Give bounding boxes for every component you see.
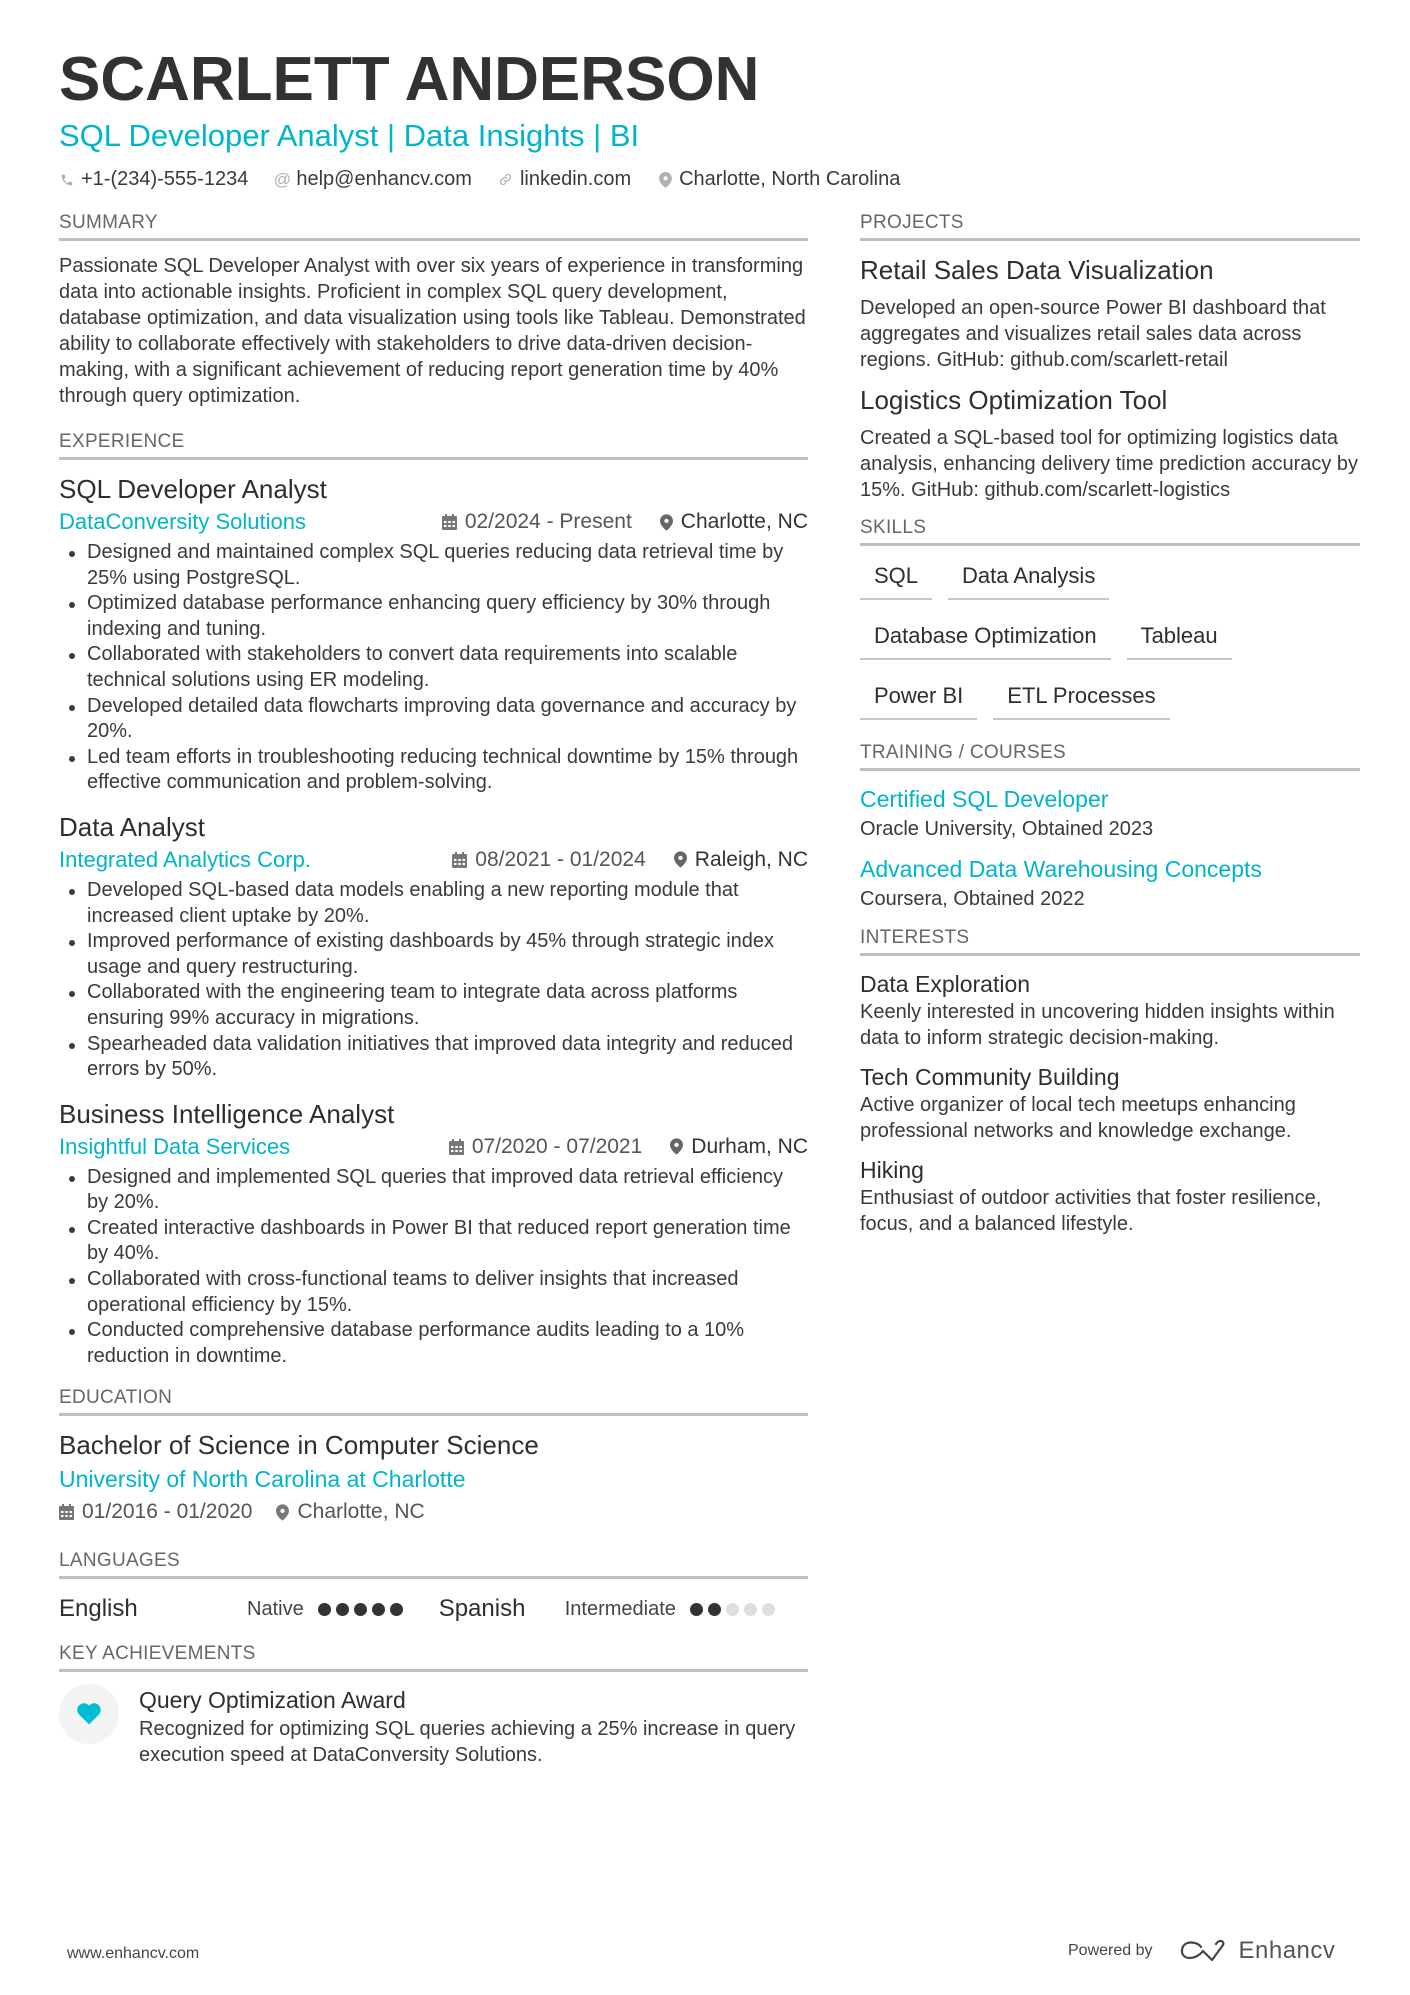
section-title-skills: SKILLS: [860, 517, 1360, 546]
interest-desc: Enthusiast of outdoor activities that foster resilience, focus, and a balanced lifestyle.: [860, 1187, 1322, 1235]
section-title-projects: PROJECTS: [860, 212, 1360, 241]
dot-filled: [336, 1603, 349, 1616]
at-icon: @: [273, 169, 291, 189]
job-dates-text: 07/2020 - 07/2021: [471, 1134, 643, 1158]
training-section: [860, 742, 1360, 913]
job-bullets: [59, 540, 808, 796]
right-column: [860, 212, 1360, 1260]
language-name: English: [59, 1595, 138, 1623]
skill-tag: SQL: [860, 558, 932, 600]
contact-linkedin-text: linkedin.com: [519, 168, 632, 190]
job-dates: [452, 844, 645, 876]
summary-section: [59, 212, 808, 409]
location-icon: [660, 514, 673, 531]
section-title-experience: EXPERIENCE: [59, 431, 808, 460]
job-meta: [59, 844, 808, 876]
language-proficiency-dots: [318, 1603, 403, 1616]
candidate-headline: SQL Developer Analyst | Data Insights | BI: [59, 118, 640, 153]
interest-title: Hiking: [860, 1157, 924, 1184]
project-item: [860, 383, 1360, 503]
calendar-icon: [59, 1504, 74, 1520]
job-bullet: Collaborated with cross-functional teams to deliver insights that increased operational efficiency by 15%.: [59, 1267, 808, 1318]
course-provider: Oracle University, Obtained 2023: [860, 818, 1154, 840]
contact-linkedin[interactable]: [498, 168, 631, 191]
location-icon: [276, 1504, 289, 1521]
dot-filled: [354, 1603, 367, 1616]
language-name: Spanish: [438, 1595, 526, 1623]
section-title-interests: INTERESTS: [860, 927, 1360, 956]
job-entry: [59, 810, 808, 1083]
link-icon: [498, 172, 514, 188]
dot-filled: [318, 1603, 331, 1616]
calendar-icon: [449, 1139, 464, 1155]
job-role: SQL Developer Analyst: [59, 474, 327, 504]
job-bullet: Developed detailed data flowcharts improving data governance and accuracy by 20%.: [59, 694, 808, 745]
languages-section: [59, 1550, 808, 1627]
job-location: [660, 506, 808, 538]
achievement-desc: Recognized for optimizing SQL queries achieving a 25% increase in query execution speed at DataConversity Solutions.: [139, 1718, 796, 1767]
education-meta: [59, 1496, 808, 1528]
education-location-text: Charlotte, NC: [297, 1500, 425, 1524]
interests-section: [860, 927, 1360, 1238]
job-bullet: Designed and implemented SQL queries that improved data retrieval efficiency by 20%.: [59, 1165, 808, 1216]
location-icon: [670, 1138, 683, 1155]
resume-header: [59, 46, 1359, 191]
section-title-training: TRAINING / COURSES: [860, 742, 1360, 771]
contact-location: [657, 168, 900, 191]
job-location-text: Raleigh, NC: [694, 847, 808, 871]
skill-tag: Data Analysis: [948, 558, 1109, 600]
course-title: Certified SQL Developer: [860, 786, 1109, 812]
course-provider: Coursera, Obtained 2022: [860, 888, 1085, 910]
job-company: DataConversity Solutions: [59, 509, 307, 534]
job-bullet: Developed SQL-based data models enabling a new reporting module that increased client uptake by 20%.: [59, 878, 808, 929]
education-school: University of North Carolina at Charlotte: [59, 1466, 466, 1493]
project-title: Logistics Optimization Tool: [860, 385, 1168, 415]
enhancv-logo-icon: [1179, 1939, 1227, 1963]
job-location: [674, 844, 808, 876]
dot-empty: [726, 1603, 739, 1616]
interest-title: Data Exploration: [860, 971, 1031, 997]
skill-tag: Database Optimization: [860, 618, 1111, 660]
skill-tag: Power BI: [860, 678, 977, 720]
achievement-title: Query Optimization Award: [139, 1687, 406, 1714]
calendar-icon: [442, 514, 457, 530]
job-location: [670, 1131, 808, 1163]
education-section: [59, 1387, 808, 1528]
job-bullet: Created interactive dashboards in Power BI that reduced report generation time by 40%.: [59, 1216, 808, 1267]
achievement-item: [59, 1684, 808, 1768]
interest-title: Tech Community Building: [860, 1064, 1120, 1091]
language-proficiency-dots: [690, 1603, 775, 1616]
language-level: Native: [247, 1597, 304, 1620]
heart-icon: [59, 1684, 119, 1744]
education-degree: Bachelor of Science in Computer Science: [59, 1430, 539, 1461]
job-dates-text: 08/2021 - 01/2024: [475, 847, 646, 871]
job-entry: [59, 472, 808, 796]
job-meta: [59, 506, 808, 538]
job-company: Insightful Data Services: [59, 1133, 291, 1159]
footer-website[interactable]: www.enhancv.com: [67, 1945, 200, 1962]
job-role: Data Analyst: [59, 811, 205, 842]
dot-empty: [762, 1603, 775, 1616]
projects-section: [860, 212, 1360, 503]
interest-desc: Keenly interested in uncovering hidden insights within data to inform strategic decision-making.: [860, 1001, 1335, 1049]
contact-phone[interactable]: [59, 168, 248, 191]
job-bullet: Conducted comprehensive database performance audits leading to a 10% reduction in downtime.: [59, 1318, 808, 1369]
job-dates: [442, 506, 632, 538]
candidate-name: SCARLETT ANDERSON: [59, 45, 760, 114]
location-icon: [657, 172, 673, 188]
job-bullet: Designed and maintained complex SQL queries reducing data retrieval time by 25% using PostgreSQL.: [59, 540, 808, 591]
dot-filled: [708, 1603, 721, 1616]
achievements-section: [59, 1643, 808, 1768]
language-level: Intermediate: [564, 1597, 676, 1620]
languages-row: [59, 1591, 808, 1627]
job-location-text: Charlotte, NC: [680, 510, 808, 533]
section-title-education: EDUCATION: [59, 1387, 808, 1416]
footer-powered-by[interactable]: [1068, 1937, 1335, 1965]
education-dates: [59, 1496, 252, 1528]
job-bullet: Optimized database performance enhancing query efficiency by 30% through indexing and tuning.: [59, 591, 808, 642]
project-desc: Created a SQL-based tool for optimizing logistics data analysis, enhancing delivery time prediction accuracy by 15%. GitHub: github.com/scarlett-logistics: [860, 427, 1359, 501]
job-meta: [59, 1131, 808, 1163]
education-location: [276, 1496, 424, 1528]
contact-location-text: Charlotte, North Carolina: [679, 168, 901, 190]
summary-text: Passionate SQL Developer Analyst with over six years of experience in transforming data into actionable insights. Proficient in complex SQL query development, database optimization, and data visualization using tools like Tableau. Demonstrated ability to collaborate effectively with stakeholders to drive data-driven decision-making, with a significant achievement of reducing report generation time by 40% through query optimization.: [59, 255, 806, 407]
phone-icon: [59, 172, 75, 188]
project-title: Retail Sales Data Visualization: [860, 255, 1214, 285]
job-location-text: Durham, NC: [691, 1134, 808, 1158]
project-item: [860, 253, 1360, 373]
dot-filled: [690, 1603, 703, 1616]
location-icon: [674, 851, 687, 868]
job-role: Business Intelligence Analyst: [59, 1098, 395, 1129]
experience-section: [59, 431, 808, 1369]
dot-filled: [390, 1603, 403, 1616]
job-bullets: [59, 1165, 808, 1370]
dot-filled: [372, 1603, 385, 1616]
job-bullet: Spearheaded data validation initiatives that improved data integrity and reduced errors by 50%.: [59, 1032, 808, 1083]
job-dates: [449, 1131, 642, 1163]
job-bullet: Collaborated with stakeholders to convert data requirements into scalable technical solutions using ER modeling.: [59, 642, 808, 693]
project-desc: Developed an open-source Power BI dashboard that aggregates and visualizes retail sales data across regions. GitHub: github.com/scarlett-retail: [860, 297, 1326, 371]
course-title: Advanced Data Warehousing Concepts: [860, 856, 1262, 882]
job-bullet: Led team efforts in troubleshooting reducing technical downtime by 15% through effective communication and problem-solving.: [59, 745, 808, 796]
job-company: Integrated Analytics Corp.: [59, 846, 311, 872]
calendar-icon: [452, 852, 467, 868]
job-bullet: Improved performance of existing dashboards by 45% through strategic index usage and query restructuring.: [59, 929, 808, 980]
interest-desc: Active organizer of local tech meetups enhancing professional networks and knowledge exchange.: [860, 1094, 1296, 1142]
contact-email[interactable]: [274, 168, 472, 191]
section-title-summary: SUMMARY: [59, 212, 808, 241]
skills-section: [860, 517, 1360, 720]
section-title-languages: LANGUAGES: [59, 1550, 808, 1579]
education-dates-text: 01/2016 - 01/2020: [82, 1500, 253, 1524]
brand-name: Enhancv: [1238, 1937, 1336, 1964]
powered-by-label: Powered by: [1068, 1942, 1153, 1959]
skill-tag: Tableau: [1127, 618, 1232, 660]
skill-tag: ETL Processes: [993, 678, 1169, 720]
dot-empty: [744, 1603, 757, 1616]
job-dates-text: 02/2024 - Present: [464, 510, 632, 533]
left-column: [59, 212, 808, 1790]
contact-phone-text: +1-(234)-555-1234: [81, 168, 249, 190]
achievement-body: [139, 1684, 808, 1768]
brand-logo: [1179, 1937, 1336, 1965]
contact-email-text: help@enhancv.com: [296, 168, 472, 190]
job-bullets: [59, 878, 808, 1083]
contact-bar: [59, 168, 1359, 191]
job-entry: [59, 1097, 808, 1370]
section-title-achievements: KEY ACHIEVEMENTS: [59, 1643, 808, 1672]
job-bullet: Collaborated with the engineering team to integrate data across platforms ensuring 99% accuracy in migrations.: [59, 980, 808, 1031]
skills-list: [860, 558, 1360, 720]
